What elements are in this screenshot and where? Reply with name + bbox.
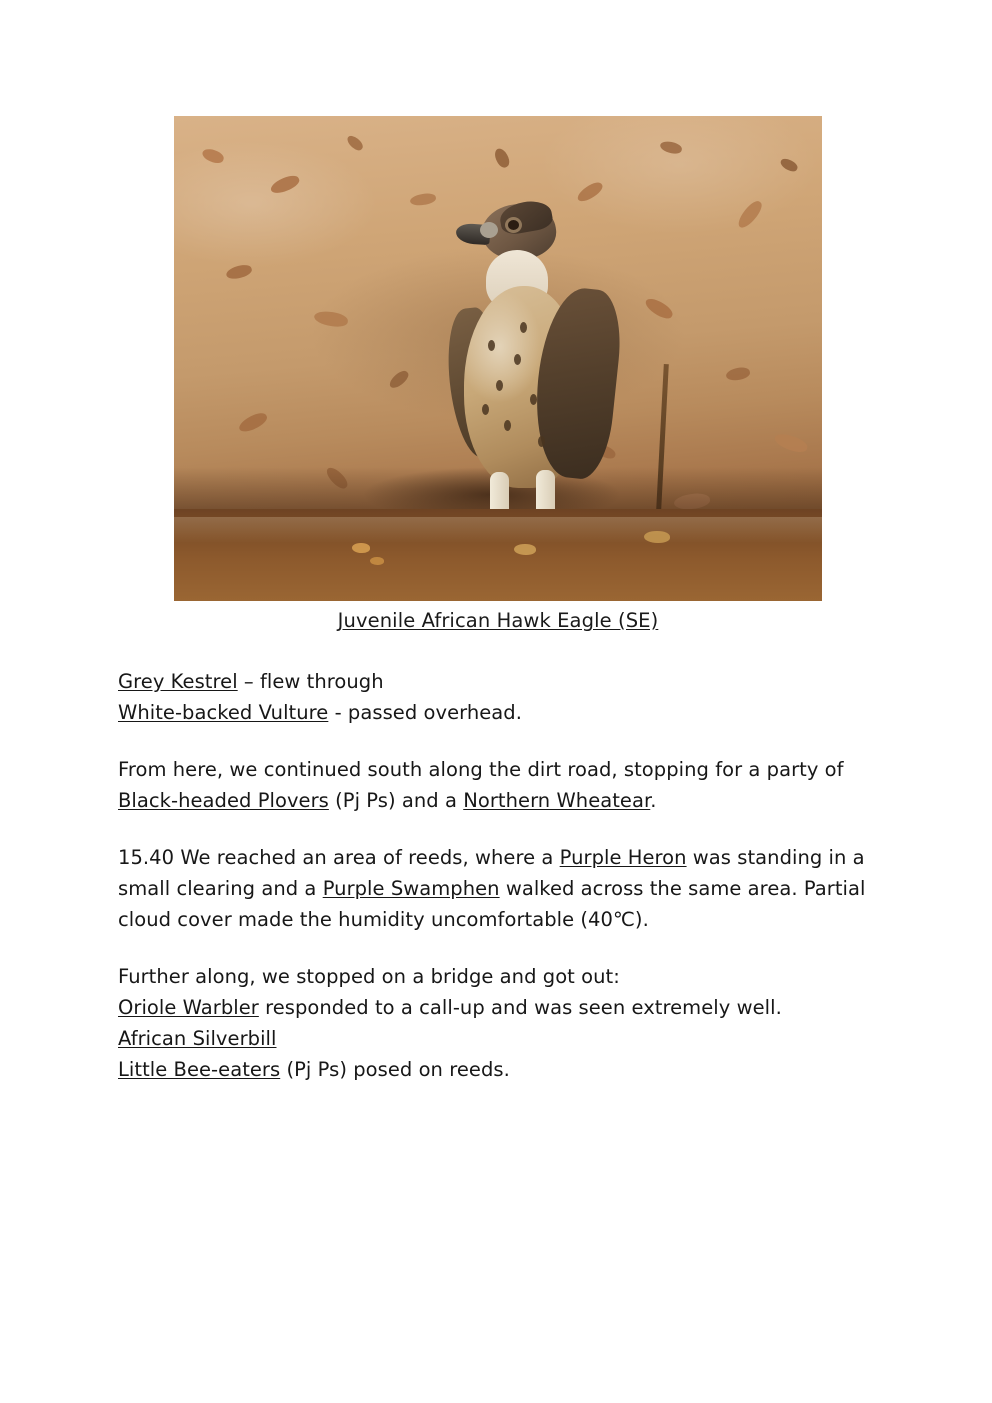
text-run: (Pj Ps) posed on reeds. [280, 1058, 510, 1081]
text-line [118, 1054, 874, 1085]
paragraph-bridge [118, 961, 874, 1085]
text-line [118, 697, 874, 728]
text-run: (Pj Ps) and a [328, 789, 464, 812]
text-run: was standing in a small clearing and a [118, 846, 865, 900]
species-name: Northern Wheatear [463, 789, 651, 812]
floating-leaf [352, 543, 370, 553]
eagle-eye [508, 220, 519, 230]
paragraph-dirt-road [118, 754, 874, 816]
species-name: Purple Swamphen [322, 877, 500, 900]
paragraph-reeds [118, 842, 874, 935]
floating-leaf [644, 531, 670, 543]
eagle-photograph [174, 116, 822, 601]
species-name: Little Bee-eaters [118, 1058, 281, 1081]
text-run: 15.40 We reached an area of reeds, where a [118, 846, 560, 869]
trip-report-body [118, 666, 874, 1085]
species-name: African Silverbill [118, 1027, 277, 1050]
text-run: walked across the same area. Partial cloud cover made the humidity uncomfortable (40℃). [118, 877, 866, 931]
species-name: Black-headed Plovers [118, 789, 329, 812]
figure-caption [174, 609, 822, 632]
water-surface [174, 509, 822, 601]
document-content [118, 116, 874, 1085]
breast-spot [530, 394, 537, 405]
paragraph-sightings-list-1 [118, 666, 874, 728]
breast-spot [482, 404, 489, 415]
breast-spot [520, 322, 527, 333]
eagle-figure [174, 116, 822, 632]
figure-caption-text: Juvenile African Hawk Eagle (SE) [337, 609, 659, 632]
text-run: - passed overhead. [328, 701, 522, 724]
text-run: responded to a call-up and was seen extremely well. [258, 996, 782, 1019]
species-name: Purple Heron [559, 846, 687, 869]
species-name: Grey Kestrel [118, 670, 238, 693]
text-line [118, 1023, 874, 1054]
breast-spot [496, 380, 503, 391]
text-run: . [650, 789, 657, 812]
eagle-cere [480, 222, 498, 238]
water-highlight [174, 517, 822, 543]
species-name: White-backed Vulture [118, 701, 329, 724]
species-name: Oriole Warbler [118, 996, 259, 1019]
text-line [118, 666, 874, 697]
floating-leaf [514, 544, 536, 555]
breast-spot [488, 340, 495, 351]
text-line [118, 961, 874, 992]
text-run: From here, we continued south along the dirt road, stopping for a party of [118, 758, 844, 781]
text-run: Further along, we stopped on a bridge and got out: [118, 965, 620, 988]
breast-spot [538, 436, 545, 447]
text-run: – flew through [237, 670, 384, 693]
floating-leaf [370, 557, 384, 565]
breast-spot [514, 354, 521, 365]
text-line [118, 992, 874, 1023]
breast-spot [504, 420, 511, 431]
